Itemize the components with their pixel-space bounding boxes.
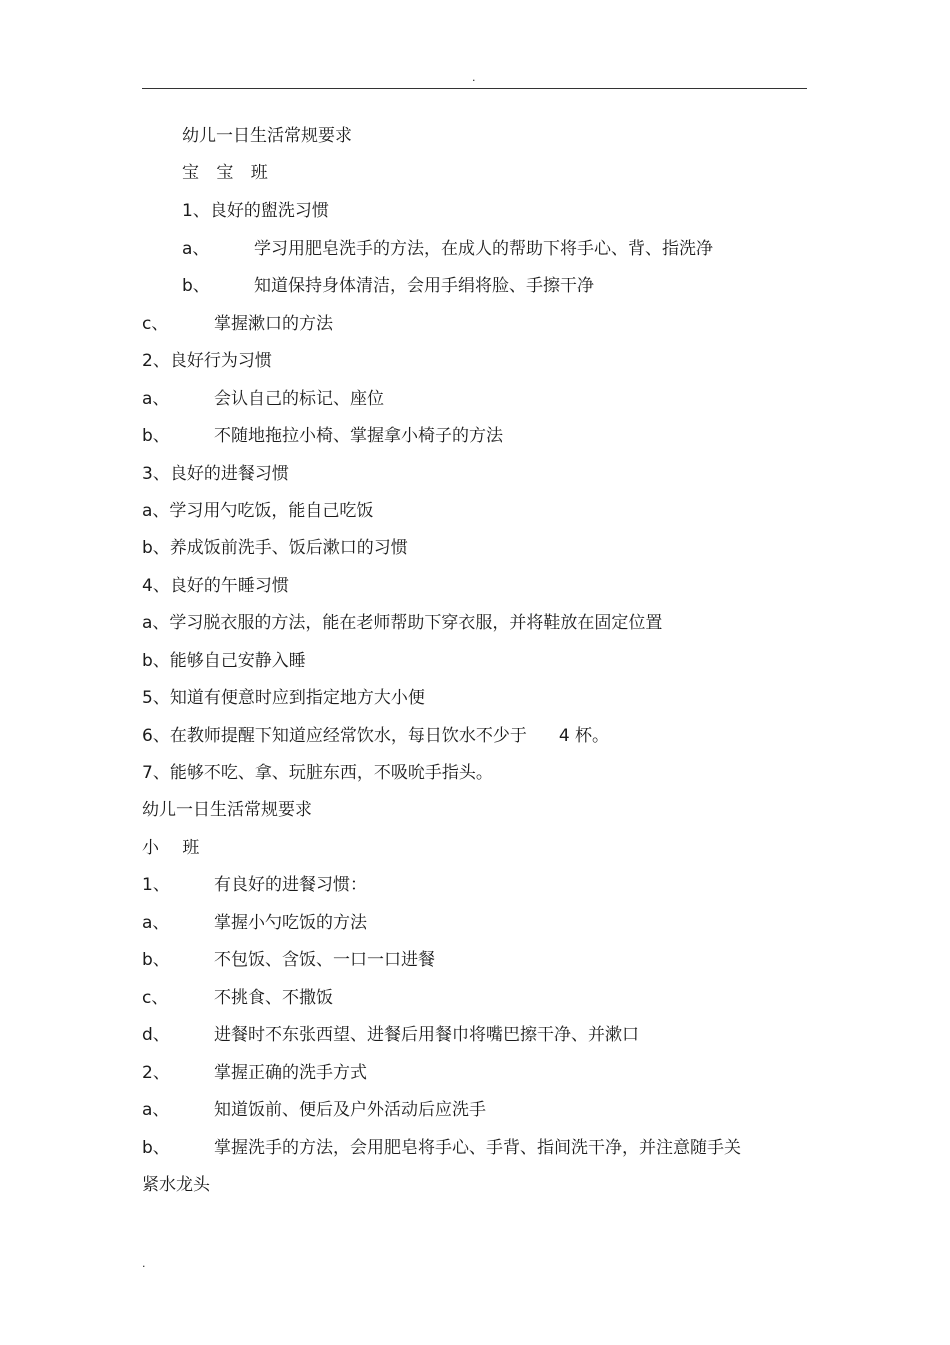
section-heading: 4、良好的午睡习惯 (142, 576, 289, 596)
section-heading: 2、良好行为习惯 (142, 351, 272, 371)
header-rule (142, 88, 807, 89)
list-item-continuation: 紧水龙头 (142, 1175, 210, 1195)
class-heading: 宝 宝 班 (182, 163, 268, 183)
list-item: a、学习脱衣服的方法，能在老师帮助下穿衣服，并将鞋放在固定位置 (142, 613, 663, 633)
list-item: a、 会认自己的标记、座位 (142, 389, 384, 409)
list-item: b、养成饭前洗手、饭后漱口的习惯 (142, 538, 408, 558)
list-item: d、 进餐时不东张西望、进餐后用餐巾将嘴巴擦干净、并漱口 (142, 1025, 639, 1045)
doc-title: 幼儿一日生活常规要求 (142, 800, 312, 820)
list-item: b、 不包饭、含饭、一口一口进餐 (142, 950, 435, 970)
footer-mark: . (142, 1257, 146, 1270)
list-item: a、学习用勺吃饭，能自己吃饭 (142, 501, 374, 521)
header-mark: . (472, 71, 476, 84)
section-heading: 2、 掌握正确的洗手方式 (142, 1063, 367, 1083)
list-item: b、 不随地拖拉小椅、掌握拿小椅子的方法 (142, 426, 503, 446)
doc-title: 幼儿一日生活常规要求 (182, 126, 352, 146)
class-heading: 小 班 (142, 838, 200, 858)
section-heading: 7、能够不吃、拿、玩脏东西，不吸吮手指头。 (142, 763, 493, 783)
list-item: c、 不挑食、不撒饭 (142, 988, 333, 1008)
list-item: b、 掌握洗手的方法，会用肥皂将手心、手背、指间洗干净，并注意随手关 (142, 1138, 741, 1158)
section-heading: 1、良好的盥洗习惯 (182, 201, 329, 221)
list-item: a、 知道饭前、便后及户外活动后应洗手 (142, 1100, 486, 1120)
list-item: b、 知道保持身体清洁，会用手绢将脸、手擦干净 (182, 276, 594, 296)
section-heading: 1、 有良好的进餐习惯： (142, 875, 367, 895)
section-heading: 6、在教师提醒下知道应经常饮水，每日饮水不少于 4 杯。 (142, 726, 610, 746)
section-heading: 3、良好的进餐习惯 (142, 464, 289, 484)
list-item: c、 掌握漱口的方法 (142, 314, 333, 334)
section-heading: 5、知道有便意时应到指定地方大小便 (142, 688, 425, 708)
list-item: b、能够自己安静入睡 (142, 651, 306, 671)
list-item: a、 掌握小勺吃饭的方法 (142, 913, 367, 933)
list-item: a、 学习用肥皂洗手的方法，在成人的帮助下将手心、背、指洗净 (182, 239, 713, 259)
